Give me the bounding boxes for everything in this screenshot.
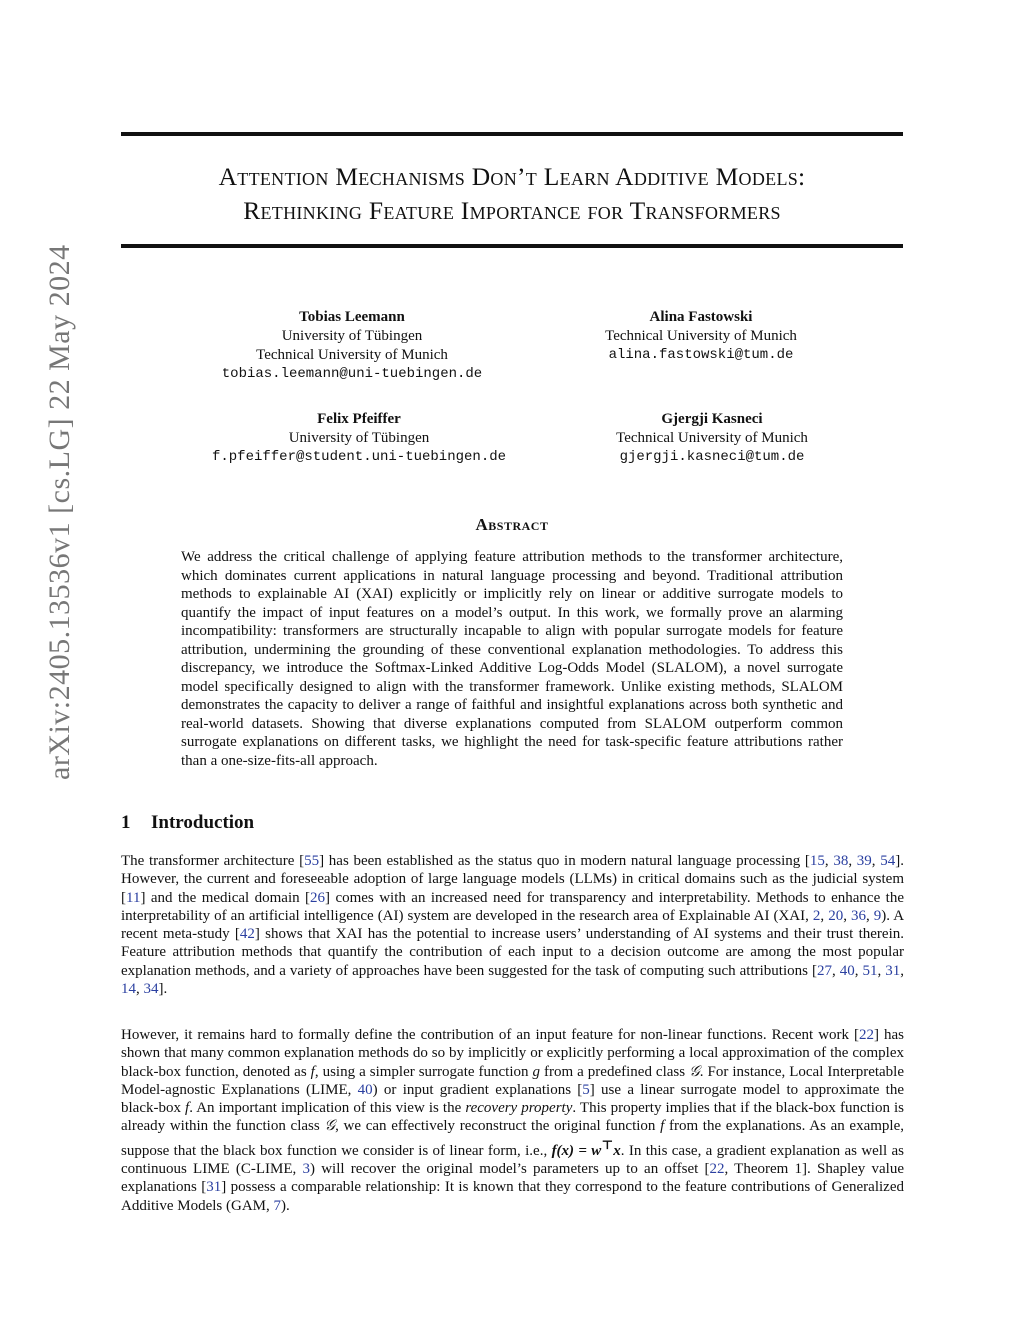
intro-paragraph-2: However, it remains hard to formally define the contribution of an input feature for non-linear functions. Recent work [22] has shown that many common explanation methods do so by implicitly or explicitly performing a local approximation of the complex black-box function, denoted as f, using a simpler surrogate function g from a predefined class 𝒢. For instance, Local Interpretable Model-agnostic Explanations (LIME, 40) or input gradient explanations [5] use a linear surrogate model to approximate the black-box f. An important implication of this view is the recovery property. This property implies that if the black-box function is already within the function class 𝒢, we can effectively reconstruct the original function f from the explanations. As an example, suppose that the black box function we consider is of linear form, i.e., f(x) = w⊤x. In this case, a gradient explanation as well as continuous LIME (C-LIME, 3) will recover the original model’s parameters up to an offset [22, Theorem 1]. Shapley value explanations [31] possess a comparable relationship: It is known that they correspond to the feature contributions of Generalized Additive Models (GAM, 7). <box>121 1027 905 1214</box>
author-email[interactable]: alina.fastowski@tum.de <box>608 347 794 363</box>
citation-link[interactable]: 38 <box>833 853 849 869</box>
citation-link[interactable]: 22 <box>709 1161 725 1178</box>
author-block <box>179 410 539 467</box>
citation-link[interactable]: 55 <box>304 853 320 869</box>
citation-link[interactable]: 9 <box>873 907 882 924</box>
citation-link[interactable]: 20 <box>828 907 844 924</box>
author-email[interactable]: gjergji.kasneci@tum.de <box>619 449 805 465</box>
author-name: Felix Pfeiffer <box>317 411 401 427</box>
citation-link[interactable]: 11 <box>126 889 141 906</box>
citation-link[interactable]: 14 <box>121 981 136 998</box>
citation-link[interactable]: 2 <box>812 907 821 924</box>
citation-link[interactable]: 40 <box>357 1081 373 1098</box>
math-symbol: f <box>660 1118 665 1135</box>
citation-link[interactable]: 40 <box>839 962 855 979</box>
author-name: Gjergji Kasneci <box>661 411 763 427</box>
author-affiliation: Technical University of Munich <box>616 430 808 446</box>
author-affiliation: University of Tübingen <box>288 430 430 446</box>
section-number: 1 <box>121 812 131 833</box>
citation-link[interactable]: 36 <box>850 907 866 924</box>
title-line-1: Attention Mechanisms Don’t Learn Additive Models: <box>218 162 806 191</box>
arxiv-side-label: arXiv:2405.13536v1 [cs.LG] 22 May 2024 <box>43 244 76 780</box>
author-name: Alina Fastowski <box>649 309 753 325</box>
citation-link[interactable]: 34 <box>143 981 159 998</box>
author-affiliation: Technical University of Munich <box>256 347 448 363</box>
author-email[interactable]: tobias.leemann@uni-tuebingen.de <box>221 366 483 382</box>
citation-link[interactable]: 27 <box>816 962 832 979</box>
section-heading <box>121 812 254 834</box>
math-symbol: 𝒢 <box>689 1063 700 1080</box>
citation-link[interactable]: 51 <box>862 962 878 979</box>
citation-link[interactable]: 39 <box>856 853 872 869</box>
abstract-heading: Abstract <box>475 515 549 534</box>
emphasis-term: recovery property <box>465 1100 573 1117</box>
author-affiliation: University of Tübingen <box>281 328 423 344</box>
citation-link[interactable]: 31 <box>885 962 901 979</box>
citation-link[interactable]: 22 <box>859 1027 875 1043</box>
citation-link[interactable]: 7 <box>273 1197 281 1214</box>
paper-title <box>121 160 903 228</box>
citation-link[interactable]: 15 <box>809 853 825 869</box>
author-block <box>172 308 532 384</box>
math-equation: f(x) = w⊤x <box>551 1137 621 1159</box>
title-line-2: Rethinking Feature Importance for Transformers <box>243 196 781 225</box>
citation-link[interactable]: 26 <box>310 889 326 906</box>
top-rule <box>121 132 903 136</box>
citation-link[interactable]: 54 <box>880 853 896 869</box>
math-symbol: f <box>310 1063 315 1080</box>
author-email[interactable]: f.pfeiffer@student.uni-tuebingen.de <box>211 449 507 465</box>
intro-paragraph-1: The transformer architecture [55] has been established as the status quo in modern natural language processing [15, 38, 39, 54]. However, the current and foreseeable adoption of large language models (LLMs) in critical domains such as the judicial system [11] and the medical domain [26] comes with an increased need for transparency and interpretability. Methods to enhance the interpretability of an artificial intelligence (AI) system are developed in the research area of Explainable AI (XAI, 2, 20, 36, 9). A recent meta-study [42] shows that XAI has the potential to increase users’ understanding of AI systems and their trust therein. Feature attribution methods that quantify the contribution of each input to a decision outcome are among the most popular explanation methods, and a variety of approaches have been suggested for the task of computing such attributions [27, 40, 51, 31, 14, 34]. <box>121 853 905 998</box>
author-name: Tobias Leemann <box>299 309 405 325</box>
math-symbol: g <box>532 1063 541 1080</box>
abstract-text: We address the critical challenge of applying feature attribution methods to the transformer architecture, which dominates current applications in natural language processing and beyond. Traditional attribution methods to explainable AI (XAI) explicitly or implicitly rely on linear or additive surrogate models to quantify the impact of input features on a model’s output. In this work, we formally prove an alarming incompatibility: transformers are structurally incapable to align with popular surrogate models for feature attribution, undermining the grounding of these conventional explanation methodologies. To address this discrepancy, we introduce the Softmax-Linked Additive Log-Odds Model (SLALOM), a novel surrogate model specifically designed to align with the transformer framework. Unlike existing methods, SLALOM demonstrates the capacity to deliver a range of faithful and insightful explanations across both synthetic and real-world datasets. Showing that diverse explanations computed from SLALOM outperform common surrogate explanations on different tasks, we highlight the need for task-specific feature attributions rather than a one-size-fits-all approach. <box>181 549 843 769</box>
math-symbol: f <box>185 1100 190 1117</box>
math-symbol: 𝒢 <box>324 1118 336 1135</box>
section-title: Introduction <box>151 812 255 833</box>
citation-link[interactable]: 42 <box>239 926 255 943</box>
author-block <box>532 410 892 467</box>
citation-link[interactable]: 5 <box>582 1081 590 1098</box>
citation-link[interactable]: 31 <box>206 1179 222 1196</box>
citation-link[interactable]: 3 <box>302 1161 310 1178</box>
author-affiliation: Technical University of Munich <box>605 328 797 344</box>
bottom-rule <box>121 244 903 248</box>
author-block <box>521 308 881 365</box>
